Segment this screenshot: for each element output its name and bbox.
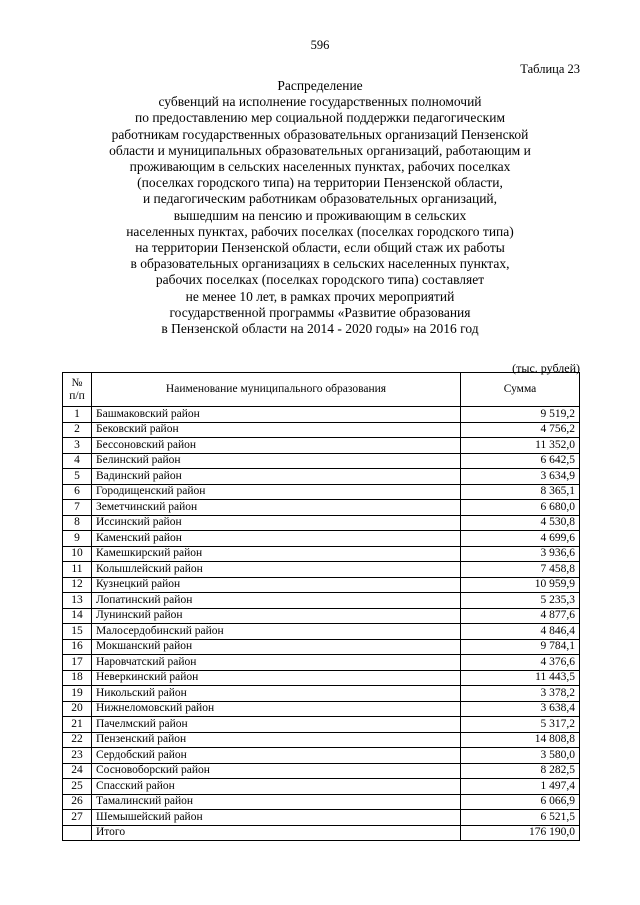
table-row (63, 453, 580, 469)
municipality-name: Лопатинский район (92, 593, 461, 609)
municipality-name: Спасский район (92, 779, 461, 795)
subvention-amount: 5 235,3 (461, 593, 580, 609)
row-number: 3 (63, 438, 92, 454)
heading-line: рабочих поселках (поселках городского типа) составляет (155, 272, 485, 288)
column-header-number-line2: п/п (69, 389, 85, 402)
units-label: (тыс. рублей) (512, 361, 580, 375)
table-row (63, 407, 580, 423)
row-number: 24 (63, 763, 92, 779)
table-row (63, 438, 580, 454)
column-header-number (63, 373, 92, 407)
table-row (63, 655, 580, 671)
subvention-table (62, 372, 580, 841)
subvention-amount: 4 530,8 (461, 515, 580, 531)
row-number: 25 (63, 779, 92, 795)
row-number: 5 (63, 469, 92, 485)
municipality-name: Наровчатский район (92, 655, 461, 671)
heading-line: и педагогическим работникам образовательных организаций, (142, 191, 498, 207)
table-label: Таблица 23 (520, 62, 580, 76)
row-number: 18 (63, 670, 92, 686)
table-row (63, 484, 580, 500)
table-row (63, 686, 580, 702)
municipality-name: Тамалинский район (92, 794, 461, 810)
subvention-amount: 6 066,9 (461, 794, 580, 810)
row-number: 26 (63, 794, 92, 810)
subvention-amount: 14 808,8 (461, 732, 580, 748)
row-number: 27 (63, 810, 92, 826)
column-header-number-line1: № (71, 376, 83, 389)
row-number (63, 825, 92, 841)
subvention-amount: 4 699,6 (461, 531, 580, 547)
municipality-name: Пачелмский район (92, 717, 461, 733)
heading-line: не менее 10 лет, в рамках прочих мероприятий (185, 288, 455, 304)
table-row (63, 515, 580, 531)
table-row (63, 593, 580, 609)
row-number: 16 (63, 639, 92, 655)
table-row (63, 624, 580, 640)
municipality-name: Сосновоборский район (92, 763, 461, 779)
row-number: 21 (63, 717, 92, 733)
table-row (63, 701, 580, 717)
municipality-name: Мокшанский район (92, 639, 461, 655)
row-number: 19 (63, 686, 92, 702)
table-row (63, 469, 580, 485)
row-number: 9 (63, 531, 92, 547)
municipality-name: Камешкирский район (92, 546, 461, 562)
heading-line: субвенций на исполнение государственных полномочий (158, 94, 482, 110)
subvention-amount: 11 443,5 (461, 670, 580, 686)
row-number: 15 (63, 624, 92, 640)
municipality-name: Шемышейский район (92, 810, 461, 826)
subvention-amount: 4 376,6 (461, 655, 580, 671)
subvention-amount: 3 638,4 (461, 701, 580, 717)
municipality-name: Белинский район (92, 453, 461, 469)
row-number: 4 (63, 453, 92, 469)
table-row (63, 763, 580, 779)
row-number: 20 (63, 701, 92, 717)
subvention-amount: 5 317,2 (461, 717, 580, 733)
row-number: 14 (63, 608, 92, 624)
row-number: 22 (63, 732, 92, 748)
subvention-amount: 6 680,0 (461, 500, 580, 516)
table-row (63, 810, 580, 826)
row-number: 13 (63, 593, 92, 609)
column-header-name: Наименование муниципального образования (92, 373, 461, 407)
subvention-amount: 7 458,8 (461, 562, 580, 578)
document-heading (90, 78, 550, 337)
row-number: 1 (63, 407, 92, 423)
row-number: 11 (63, 562, 92, 578)
subvention-amount: 9 519,2 (461, 407, 580, 423)
heading-line: вышедшим на пенсию и проживающим в сельских (173, 207, 467, 223)
municipality-name: Каменский район (92, 531, 461, 547)
subvention-amount: 3 634,9 (461, 469, 580, 485)
table-row (63, 500, 580, 516)
total-row (63, 825, 580, 841)
heading-line: на территории Пензенской области, если общий стаж их работы (135, 240, 505, 256)
table-row (63, 639, 580, 655)
table-header-row (63, 373, 580, 407)
page-number: 596 (310, 38, 330, 52)
municipality-name: Городищенский район (92, 484, 461, 500)
table-row (63, 422, 580, 438)
row-number: 17 (63, 655, 92, 671)
table-row (63, 546, 580, 562)
subvention-amount: 3 378,2 (461, 686, 580, 702)
row-number: 2 (63, 422, 92, 438)
subvention-amount: 6 642,5 (461, 453, 580, 469)
subvention-amount: 176 190,0 (461, 825, 580, 841)
heading-line: населенных пунктах, рабочих поселках (поселках городского типа) (126, 223, 514, 239)
heading-line: государственной программы «Развитие образования (169, 304, 471, 320)
heading-title: Распределение (277, 78, 363, 93)
heading-line: проживающим в сельских населенных пунктах, рабочих поселках (129, 159, 511, 175)
subvention-amount: 4 877,6 (461, 608, 580, 624)
row-number: 6 (63, 484, 92, 500)
subvention-amount: 11 352,0 (461, 438, 580, 454)
subvention-amount: 3 580,0 (461, 748, 580, 764)
municipality-name: Пензенский район (92, 732, 461, 748)
column-header-sum: Сумма (461, 373, 580, 407)
table-row (63, 577, 580, 593)
row-number: 10 (63, 546, 92, 562)
municipality-name: Кузнецкий район (92, 577, 461, 593)
heading-line: области и муниципальных образовательных организаций, работающим и (109, 142, 531, 158)
table-row (63, 794, 580, 810)
municipality-name: Бессоновский район (92, 438, 461, 454)
heading-line: работникам государственных образовательных организаций Пензенской (111, 126, 529, 142)
subvention-amount: 6 521,5 (461, 810, 580, 826)
table-row (63, 531, 580, 547)
heading-line: в Пензенской области на 2014 - 2020 годы» на 2016 год (161, 321, 479, 337)
municipality-name: Никольский район (92, 686, 461, 702)
table-row (63, 748, 580, 764)
heading-line: по предоставлению мер социальной поддержки педагогическим (134, 110, 505, 126)
municipality-name: Нижнеломовский район (92, 701, 461, 717)
municipality-name: Башмаковский район (92, 407, 461, 423)
row-number: 12 (63, 577, 92, 593)
municipality-name: Итого (92, 825, 461, 841)
table-row (63, 670, 580, 686)
municipality-name: Сердобский район (92, 748, 461, 764)
municipality-name: Бековский район (92, 422, 461, 438)
municipality-name: Вадинский район (92, 469, 461, 485)
heading-line: в образовательных организациях в сельских населенных пунктах, (130, 256, 510, 272)
subvention-amount: 8 365,1 (461, 484, 580, 500)
municipality-name: Земетчинский район (92, 500, 461, 516)
subvention-amount: 4 846,4 (461, 624, 580, 640)
table-row (63, 608, 580, 624)
table-row (63, 562, 580, 578)
row-number: 8 (63, 515, 92, 531)
subvention-amount: 4 756,2 (461, 422, 580, 438)
municipality-name: Неверкинский район (92, 670, 461, 686)
table-row (63, 779, 580, 795)
row-number: 23 (63, 748, 92, 764)
municipality-name: Колышлейский район (92, 562, 461, 578)
subvention-amount: 3 936,6 (461, 546, 580, 562)
subvention-amount: 10 959,9 (461, 577, 580, 593)
table-row (63, 732, 580, 748)
subvention-amount: 9 784,1 (461, 639, 580, 655)
municipality-name: Иссинский район (92, 515, 461, 531)
row-number: 7 (63, 500, 92, 516)
subvention-amount: 1 497,4 (461, 779, 580, 795)
heading-line: (поселках городского типа) на территории Пензенской области, (137, 175, 503, 191)
subvention-amount: 8 282,5 (461, 763, 580, 779)
municipality-name: Лунинский район (92, 608, 461, 624)
municipality-name: Малосердобинский район (92, 624, 461, 640)
table-row (63, 717, 580, 733)
